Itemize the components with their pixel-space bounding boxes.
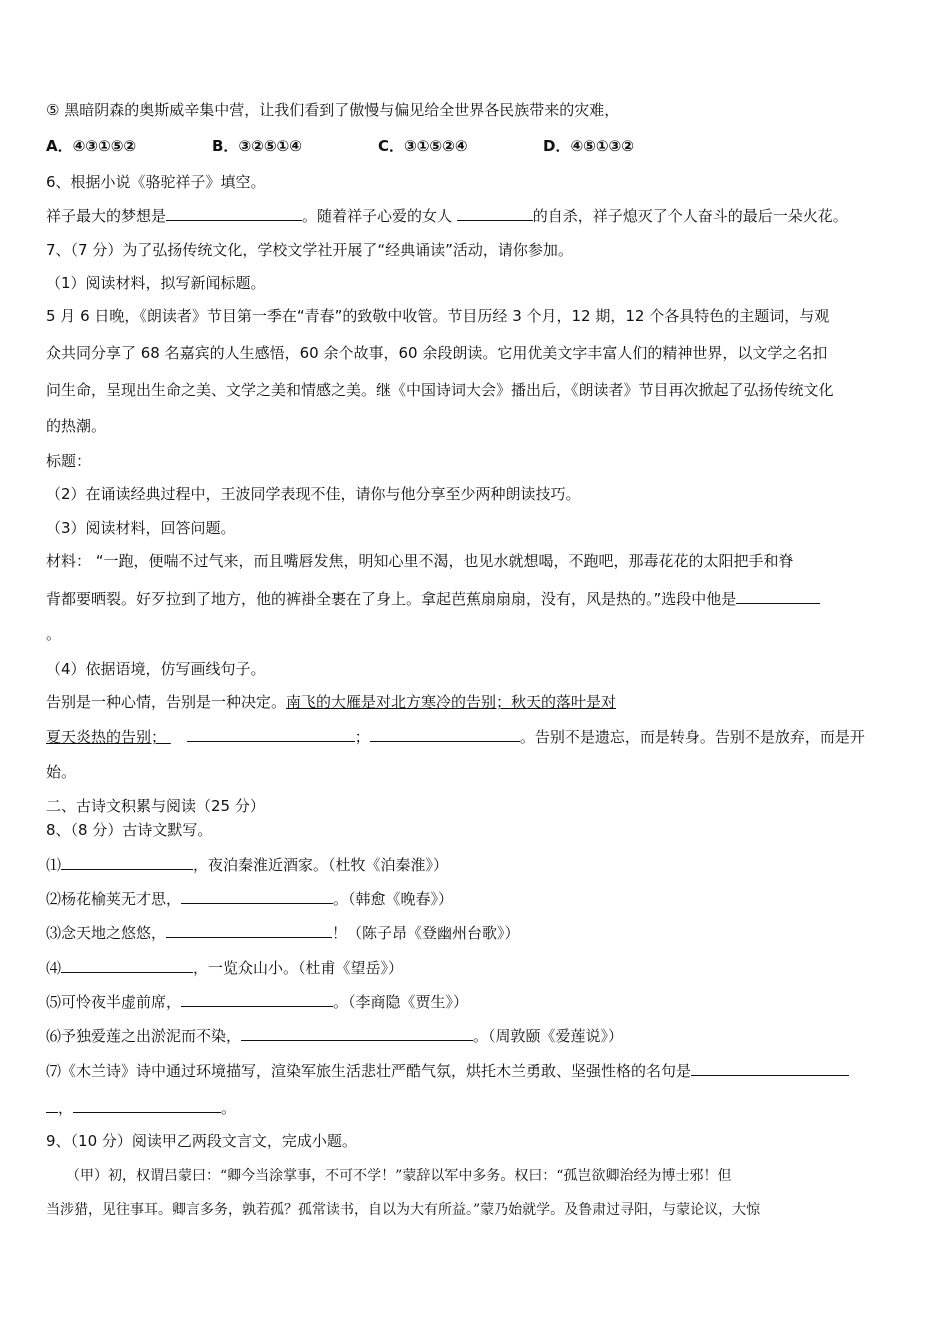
q7-sub-3: （3）阅读材料，回答问题。 <box>46 519 236 537</box>
poem-text: ⑵杨花榆荚无才思， <box>46 890 182 908</box>
q7-stem: 7、（7 分）为了弘扬传统文化，学校文学社开展了“经典诵读”活动，请你参加。 <box>46 241 573 259</box>
underlined-sentence: 南飞的大雁是对北方寒冷的告别；秋天的落叶是对 <box>286 693 617 711</box>
poem-text: ， <box>58 1099 74 1117</box>
poem-line-1 <box>46 854 448 875</box>
option-text: ④⑤①③② <box>570 137 634 155</box>
poem-text: 。 <box>221 1099 237 1117</box>
q5-line-5: ⑤ 黑暗阴森的奥斯威辛集中营，让我们看到了傲慢与偏见给全世界各民族带来的灾难， <box>46 101 620 119</box>
q7-paragraph-line: 5 月 6 日晚，《朗读者》节目第一季在“青春”的致敬中收管。节目历经 3 个月，12 期，12 个各具特色的主题词，与观 <box>46 307 830 325</box>
option-text: ④③①⑤② <box>72 137 137 155</box>
answer-blank[interactable] <box>166 922 332 938</box>
answer-blank[interactable] <box>181 888 333 904</box>
poem-line-8 <box>46 1097 236 1118</box>
underlined-sentence: 夏天炎热的告别； <box>46 728 167 746</box>
answer-blank[interactable] <box>457 205 533 221</box>
option-letter: B． <box>212 137 239 155</box>
classical-text-line: 当涉猎，见往事耳。卿言多务，孰若孤？孤常读书，自以为大有所益。”蒙乃始就学。及鲁肃过寻阳，与蒙论议，大惊 <box>46 1202 761 1218</box>
q6-text-3: 的自杀，祥子熄灭了个人奋斗的最后一朵火花。 <box>532 207 848 225</box>
title-label: 标题： <box>46 452 92 470</box>
option-text: ③②⑤①④ <box>238 137 302 155</box>
classical-text-line: （甲）初，权谓吕蒙曰：“卿今当涂掌事，不可不学！”蒙辞以军中多务。权曰：“孤岂欲卿治经为博士邪！但 <box>66 1168 732 1184</box>
option-b[interactable] <box>212 136 302 156</box>
imitation-line: 始。 <box>46 763 77 781</box>
q8-stem: 8、（8 分）古诗文默写。 <box>46 821 213 839</box>
q7-sub-2: （2）在诵读经典过程中，王波同学表现不佳，请你与他分享至少两种朗读技巧。 <box>46 485 581 503</box>
q7-paragraph-line: 的热潮。 <box>46 417 107 435</box>
imitation-line <box>46 726 865 747</box>
poem-text: ⑺《木兰诗》诗中通过环境描写，渲染军旅生活悲壮严酷气氛，烘托木兰勇敢、坚强性格的名句是 <box>46 1062 692 1080</box>
poem-text: ⑶念天地之悠悠， <box>46 924 167 942</box>
q7-paragraph-line: 众共同分享了 68 名嘉宾的人生感悟，60 余个故事，60 余段朗读。它用优美文字丰富人们的精神世界，以文学之名扣 <box>46 344 828 362</box>
q7-sub-4: （4）依据语境，仿写画线句子。 <box>46 660 266 678</box>
answer-blank[interactable] <box>187 726 355 742</box>
poem-text: 。（李商隐《贾生》） <box>333 993 469 1011</box>
option-c[interactable] <box>378 136 468 156</box>
poem-line-3 <box>46 922 520 943</box>
q9-stem: 9、（10 分）阅读甲乙两段文言文，完成小题。 <box>46 1132 357 1150</box>
poem-text: 。（周敦颐《爱莲说》） <box>473 1027 624 1045</box>
answer-blank[interactable] <box>736 588 820 604</box>
section-heading: 二、古诗文积累与阅读（25 分） <box>46 797 265 815</box>
answer-blank[interactable] <box>73 1097 221 1113</box>
material-line <box>46 588 820 609</box>
q6-text-2: 。随着祥子心爱的女人 <box>302 207 457 225</box>
poem-line-6 <box>46 1025 623 1046</box>
imitation-line <box>46 692 616 712</box>
q6-stem: 6、根据小说《骆驼祥子》填空。 <box>46 173 266 191</box>
q6-text-1: 祥子最大的梦想是 <box>46 207 167 225</box>
answer-blank[interactable] <box>181 991 333 1007</box>
imitation-text: 。告别不是遗忘，而是转身。告别不是放弃，而是开 <box>519 728 865 746</box>
poem-text: ⑷ <box>46 959 62 977</box>
material-end: 。 <box>46 625 62 643</box>
poem-text: 。（韩愈《晚春》） <box>333 890 454 908</box>
answer-blank[interactable] <box>166 205 302 221</box>
poem-text: ⑹予独爱莲之出淤泥而不染， <box>46 1027 242 1045</box>
material-text: 背都要晒裂。好歹拉到了地方，他的裤褂全裹在了身上。拿起芭蕉扇扇扇，没有，风是热的。”选段中他是 <box>46 590 737 608</box>
poem-line-2 <box>46 888 453 909</box>
poem-text: ！（陈子昂《登幽州台歌》） <box>332 924 520 942</box>
poem-text: ⑴ <box>46 856 62 874</box>
option-letter: A． <box>46 137 73 155</box>
poem-line-4 <box>46 957 403 978</box>
answer-blank[interactable] <box>61 854 193 870</box>
q7-paragraph-line: 问生命，呈现出生命之美、文学之美和情感之美。继《中国诗词大会》播出后，《朗读者》节目再次掀起了弘扬传统文化 <box>46 381 834 399</box>
option-letter: D． <box>543 137 571 155</box>
answer-blank[interactable] <box>370 726 520 742</box>
option-d[interactable] <box>543 136 634 156</box>
answer-blank[interactable] <box>46 1097 58 1113</box>
imitation-text: 告别是一种心情，告别是一种决定。 <box>46 693 287 711</box>
option-text: ③①⑤②④ <box>404 137 468 155</box>
poem-line-7 <box>46 1060 849 1081</box>
material-line: 材料： “一跑，便喘不过气来，而且嘴唇发焦，明知心里不渴，也见水就想喝，不跑吧，那毒花花的太阳把手和脊 <box>46 552 794 570</box>
option-letter: C． <box>378 137 405 155</box>
q7-sub-1: （1）阅读材料，拟写新闻标题。 <box>46 274 266 292</box>
poem-text: ，一览众山小。（杜甫《望岳》） <box>193 959 404 977</box>
q6-fill-line <box>46 205 848 226</box>
poem-text: ，夜泊秦淮近酒家。（杜牧《泊秦淮》） <box>193 856 449 874</box>
answer-blank[interactable] <box>241 1025 473 1041</box>
poem-line-5 <box>46 991 468 1012</box>
answer-blank[interactable] <box>61 957 193 973</box>
poem-text: ⑸可怜夜半虚前席， <box>46 993 182 1011</box>
option-a[interactable] <box>46 136 136 156</box>
separator: ； <box>354 728 370 746</box>
answer-blank[interactable] <box>691 1060 849 1076</box>
